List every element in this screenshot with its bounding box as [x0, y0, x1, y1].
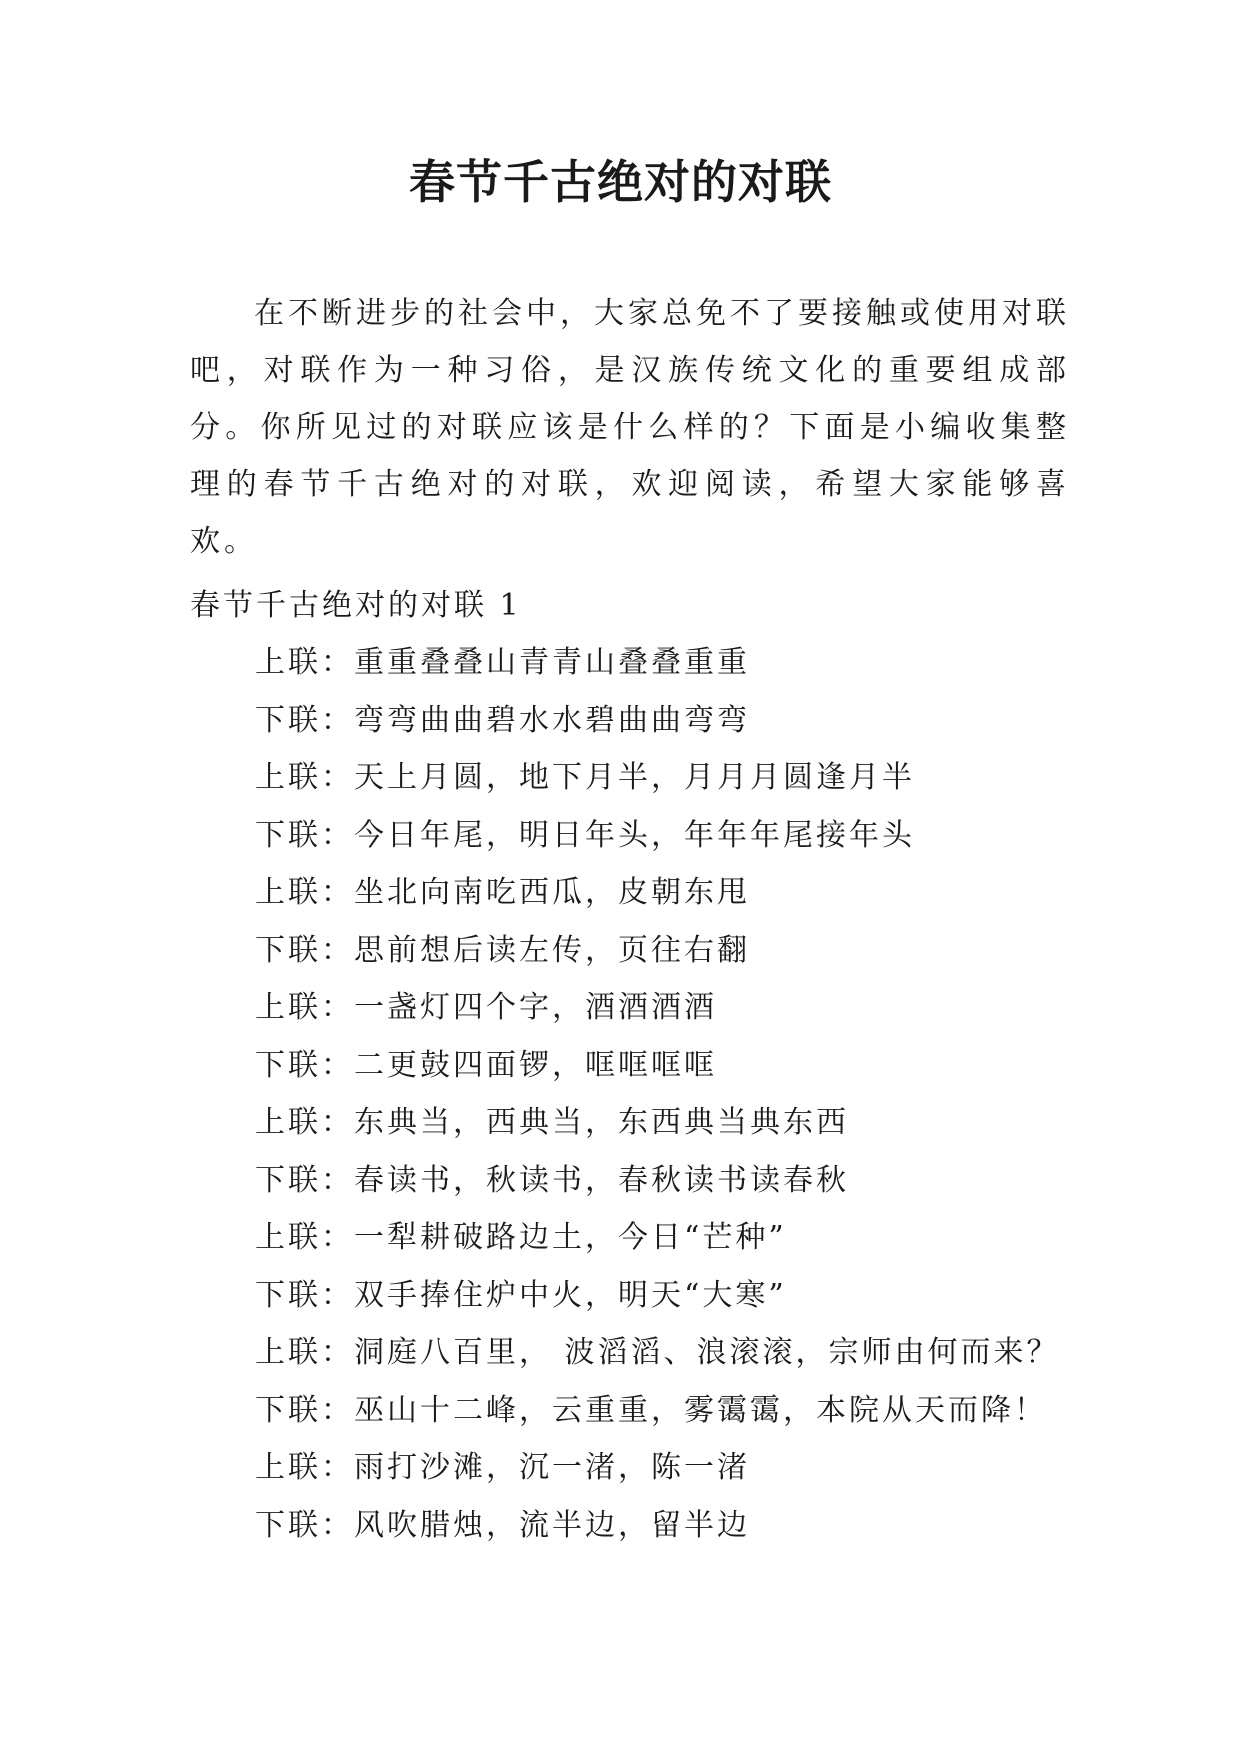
intro-paragraph: 在不断进步的社会中，大家总免不了要接触或使用对联吧，对联作为一种习俗，是汉族传统文化的重要组成部分。你所见过的对联应该是什么样的？下面是小编收集整理的春节千古绝对的对联，欢迎阅读，希望大家能够喜欢。 — [190, 296, 1070, 559]
couplet-line: 上联：坐北向南吃西瓜，皮朝东甩 — [255, 875, 750, 910]
couplet-line: 下联：巫山十二峰，云重重，雾霭霭，本院从天而降！ — [255, 1392, 1047, 1428]
couplet-line: 上联：重重叠叠山青青山叠叠重重 — [255, 645, 750, 680]
couplet-line: 上联：一犁耕破路边土，今日“芒种” — [255, 1220, 787, 1255]
section-heading: 春节千古绝对的对联 1 — [190, 588, 522, 623]
couplet-line: 下联：思前想后读左传，页往右翻 — [255, 932, 750, 968]
couplet-line: 下联：弯弯曲曲碧水水碧曲曲弯弯 — [255, 702, 750, 738]
couplet-line: 上联：天上月圆，地下月半，月月月圆逢月半 — [255, 760, 915, 795]
couplet-line: 下联：今日年尾，明日年头，年年年尾接年头 — [255, 817, 915, 853]
couplet-line: 下联：春读书，秋读书，春秋读书读春秋 — [255, 1162, 849, 1198]
couplet-line: 下联：二更鼓四面锣，哐哐哐哐 — [255, 1047, 717, 1083]
couplet-line: 下联：双手捧住炉中火，明天“大寒” — [255, 1277, 787, 1313]
couplet-line: 上联：雨打沙滩，沉一渚，陈一渚 — [255, 1450, 750, 1485]
page-title: 春节千古绝对的对联 — [409, 155, 832, 209]
couplet-line: 上联：东典当，西典当，东西典当典东西 — [255, 1105, 849, 1140]
couplet-list — [255, 634, 1060, 1554]
couplet-line: 上联：洞庭八百里， 波滔滔、浪滚滚，宗师由何而来？ — [255, 1335, 1060, 1370]
couplet-line: 上联：一盏灯四个字，酒酒酒酒 — [255, 990, 717, 1025]
couplet-line: 下联：风吹腊烛，流半边，留半边 — [255, 1507, 750, 1543]
